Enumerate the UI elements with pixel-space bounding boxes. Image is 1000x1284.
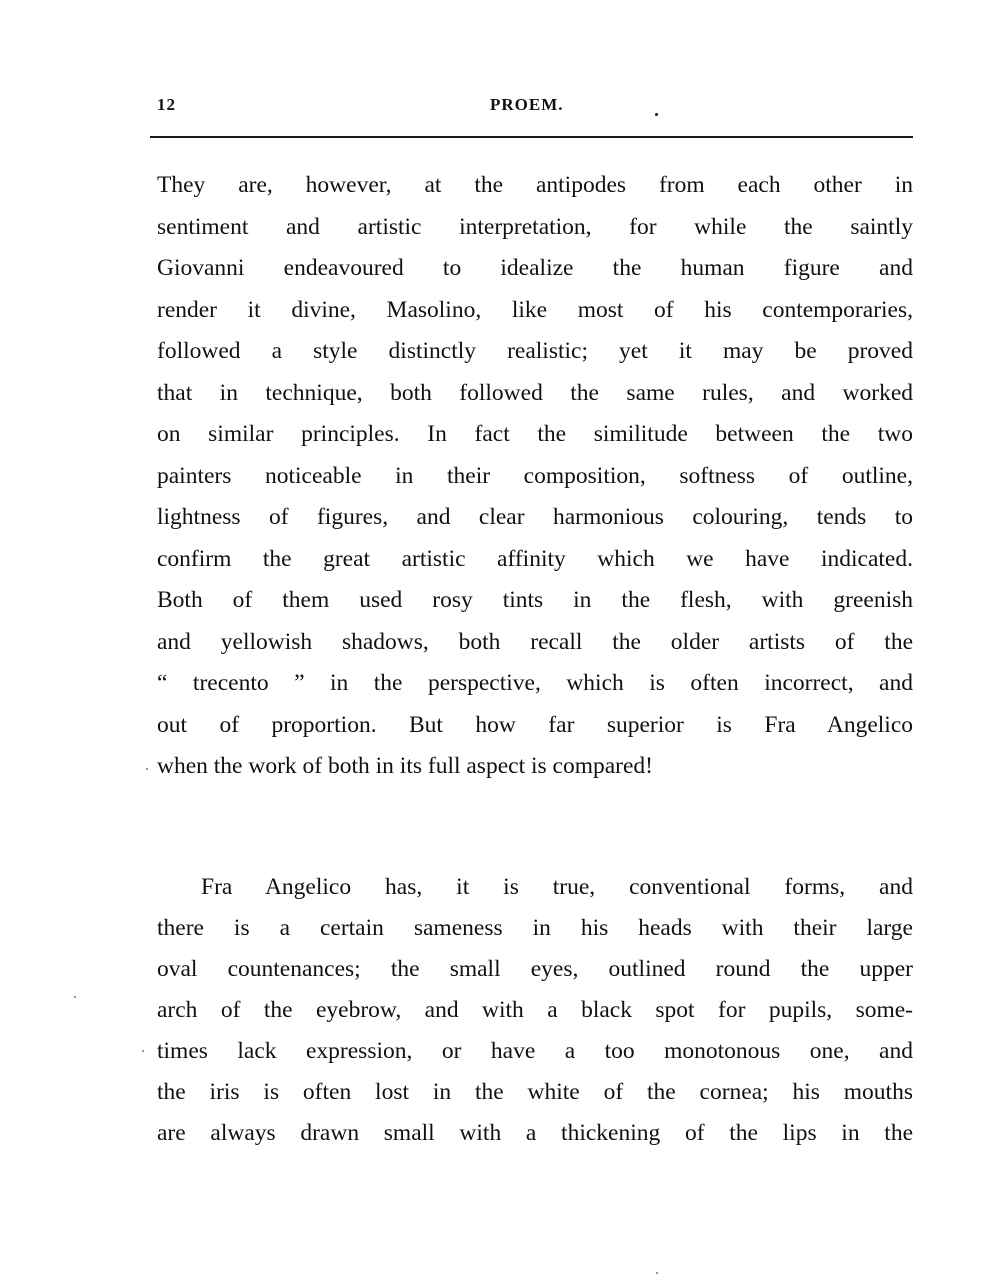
text-line: Fra Angelico has, it is true, conventional forms, and: [201, 874, 913, 900]
running-title: PROEM.: [490, 95, 564, 114]
text-line: times lack expression, or have a too monotonous one, and: [157, 1038, 913, 1064]
text-line: painters noticeable in their composition, softness of outline,: [157, 462, 913, 489]
text-line: the iris is often lost in the white of the cornea; his mouths: [157, 1079, 913, 1105]
text-line: and yellowish shadows, both recall the older artists of the: [157, 628, 913, 655]
text-line: Both of them used rosy tints in the flesh, with greenish: [157, 587, 913, 613]
text-line: that in technique, both followed the same rules, and worked: [157, 379, 913, 406]
text-line: out of proportion. But how far superior is Fra Angelico: [157, 711, 913, 738]
page-number: 12: [157, 95, 176, 114]
stray-mark: [655, 113, 658, 116]
header-rule: [150, 136, 913, 138]
text-line: when the work of both in its full aspect is compared!: [157, 753, 653, 779]
scan-speck: [146, 768, 148, 770]
scan-speck: [656, 1272, 658, 1274]
text-line: Giovanni endeavoured to idealize the human figure and: [157, 255, 913, 281]
scan-speck: [142, 1050, 144, 1052]
text-line: sentiment and artistic interpretation, for while the saintly: [157, 213, 913, 240]
text-line: followed a style distinctly realistic; yet it may be proved: [157, 338, 913, 364]
text-line: arch of the eyebrow, and with a black spot for pupils, some-: [157, 997, 913, 1023]
text-line: oval countenances; the small eyes, outlined round the upper: [157, 956, 913, 982]
running-head: [157, 95, 913, 119]
text-line: on similar principles. In fact the similitude between the two: [157, 421, 913, 447]
text-line: “ trecento ” in the perspective, which is often incorrect, and: [157, 670, 913, 696]
text-line: They are, however, at the antipodes from each other in: [157, 172, 913, 198]
text-line: render it divine, Masolino, like most of his contemporaries,: [157, 296, 913, 323]
text-line: there is a certain sameness in his heads with their large: [157, 915, 913, 941]
text-line: lightness of figures, and clear harmonious colouring, tends to: [157, 504, 913, 530]
scan-speck: [74, 996, 76, 998]
text-line: are always drawn small with a thickening of the lips in the: [157, 1120, 913, 1146]
text-line: confirm the great artistic affinity which we have indicated.: [157, 545, 913, 572]
